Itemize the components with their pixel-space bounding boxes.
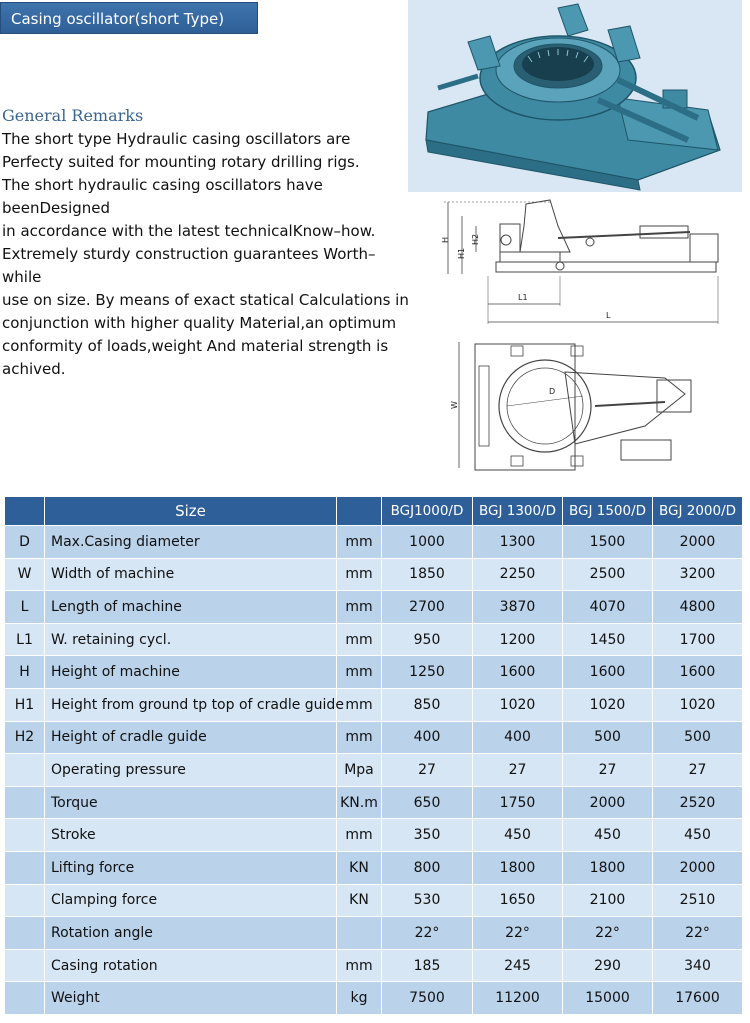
row-value: 400 [382, 721, 473, 754]
row-value: 1600 [563, 656, 653, 689]
dim-label-w: W [450, 401, 459, 409]
row-unit: mm [337, 623, 382, 656]
row-symbol [5, 851, 45, 884]
row-value: 800 [382, 851, 473, 884]
table-row [5, 526, 743, 559]
row-value: 27 [653, 754, 743, 787]
row-value: 530 [382, 884, 473, 917]
table-header-row [5, 497, 743, 526]
side-view-drawing [440, 196, 730, 326]
row-value: 1300 [473, 526, 563, 559]
row-value: 185 [382, 949, 473, 982]
row-symbol [5, 982, 45, 1015]
remarks-line: use on size. By means of exact statical Calculations in [2, 291, 409, 309]
row-unit: mm [337, 526, 382, 559]
row-value: 650 [382, 786, 473, 819]
row-value: 1000 [382, 526, 473, 559]
row-value: 340 [653, 949, 743, 982]
row-value: 3870 [473, 591, 563, 624]
row-value: 500 [563, 721, 653, 754]
row-value: 1750 [473, 786, 563, 819]
header-model: BGJ 1300/D [473, 497, 563, 526]
header-model: BGJ 1500/D [563, 497, 653, 526]
row-unit [337, 917, 382, 950]
row-value: 22° [382, 917, 473, 950]
dim-label-l: L [606, 311, 611, 320]
row-value: 245 [473, 949, 563, 982]
row-value: 450 [563, 819, 653, 852]
header-model: BGJ1000/D [382, 497, 473, 526]
row-unit: kg [337, 982, 382, 1015]
row-symbol [5, 819, 45, 852]
row-parameter: Length of machine [45, 591, 337, 624]
row-unit: Mpa [337, 754, 382, 787]
row-value: 1020 [473, 688, 563, 721]
table-row [5, 884, 743, 917]
row-value: 11200 [473, 982, 563, 1015]
row-parameter: Height of cradle guide [45, 721, 337, 754]
row-value: 22° [563, 917, 653, 950]
row-symbol [5, 884, 45, 917]
row-value: 27 [563, 754, 653, 787]
remarks-line: in accordance with the latest technicalKnow–how. [2, 222, 376, 240]
row-value: 290 [563, 949, 653, 982]
row-value: 2500 [563, 558, 653, 591]
row-value: 17600 [653, 982, 743, 1015]
row-unit: mm [337, 656, 382, 689]
dim-label-d: D [549, 387, 556, 396]
remarks-line: beenDesigned [2, 199, 111, 217]
row-unit: KN.m [337, 786, 382, 819]
row-parameter: Weight [45, 982, 337, 1015]
row-parameter: Clamping force [45, 884, 337, 917]
header-size: Size [45, 497, 337, 526]
row-value: 3200 [653, 558, 743, 591]
casing-oscillator-illustration [408, 0, 742, 192]
remarks-line: Extremely sturdy construction guarantees Worth– [2, 245, 376, 263]
row-value: 450 [653, 819, 743, 852]
row-value: 27 [382, 754, 473, 787]
row-value: 1500 [563, 526, 653, 559]
row-symbol: D [5, 526, 45, 559]
header-model: BGJ 2000/D [653, 497, 743, 526]
row-value: 1850 [382, 558, 473, 591]
row-value: 2000 [563, 786, 653, 819]
table-row [5, 949, 743, 982]
machine-photo [408, 0, 742, 192]
table-row [5, 754, 743, 787]
row-parameter: Operating pressure [45, 754, 337, 787]
dim-label-l1: L1 [518, 293, 528, 302]
row-unit: KN [337, 884, 382, 917]
dim-label-h1: H1 [457, 247, 466, 259]
table-row [5, 819, 743, 852]
table-row [5, 786, 743, 819]
row-value: 27 [473, 754, 563, 787]
row-value: 2000 [653, 526, 743, 559]
row-symbol [5, 786, 45, 819]
row-value: 4800 [653, 591, 743, 624]
row-symbol: L [5, 591, 45, 624]
row-value: 1600 [653, 656, 743, 689]
table-row [5, 558, 743, 591]
row-value: 400 [473, 721, 563, 754]
remarks-line: conformity of loads,weight And material strength is [2, 337, 389, 355]
row-symbol: H2 [5, 721, 45, 754]
row-parameter: Height of machine [45, 656, 337, 689]
specifications-table [4, 496, 743, 1015]
row-value: 1800 [563, 851, 653, 884]
top-view-drawing [445, 336, 730, 474]
row-parameter: Lifting force [45, 851, 337, 884]
table-row [5, 721, 743, 754]
row-value: 950 [382, 623, 473, 656]
row-unit: mm [337, 688, 382, 721]
row-value: 2700 [382, 591, 473, 624]
row-value: 22° [653, 917, 743, 950]
table-row [5, 917, 743, 950]
row-parameter: Rotation angle [45, 917, 337, 950]
remarks-body [2, 128, 412, 381]
row-symbol [5, 754, 45, 787]
row-value: 500 [653, 721, 743, 754]
table-row [5, 688, 743, 721]
row-value: 1200 [473, 623, 563, 656]
row-parameter: Stroke [45, 819, 337, 852]
row-parameter: W. retaining cycl. [45, 623, 337, 656]
row-parameter: Width of machine [45, 558, 337, 591]
row-value: 4070 [563, 591, 653, 624]
remarks-line: The short hydraulic casing oscillators have [2, 176, 323, 194]
row-value: 15000 [563, 982, 653, 1015]
page-title: Casing oscillator(short Type) [0, 2, 258, 34]
row-value: 2100 [563, 884, 653, 917]
dim-label-h: H [441, 236, 450, 243]
row-unit: mm [337, 949, 382, 982]
row-symbol [5, 917, 45, 950]
row-value: 7500 [382, 982, 473, 1015]
remarks-line: conjunction with higher quality Material,an optimum [2, 314, 397, 332]
row-symbol [5, 949, 45, 982]
header-unit [337, 497, 382, 526]
row-value: 1650 [473, 884, 563, 917]
row-parameter: Casing rotation [45, 949, 337, 982]
dim-label-h2: H2 [471, 233, 480, 245]
row-symbol: H1 [5, 688, 45, 721]
row-symbol: L1 [5, 623, 45, 656]
row-value: 1450 [563, 623, 653, 656]
row-parameter: Height from ground tp top of cradle guide [45, 688, 337, 721]
row-value: 1600 [473, 656, 563, 689]
row-unit: mm [337, 819, 382, 852]
row-value: 1020 [653, 688, 743, 721]
row-value: 2520 [653, 786, 743, 819]
row-unit: mm [337, 721, 382, 754]
row-value: 2000 [653, 851, 743, 884]
row-unit: KN [337, 851, 382, 884]
row-symbol: W [5, 558, 45, 591]
row-value: 1020 [563, 688, 653, 721]
header-symbol [5, 497, 45, 526]
row-value: 450 [473, 819, 563, 852]
remarks-line: achived. [2, 360, 66, 378]
row-value: 2510 [653, 884, 743, 917]
remarks-line: The short type Hydraulic casing oscillators are [2, 130, 351, 148]
row-value: 850 [382, 688, 473, 721]
row-value: 1700 [653, 623, 743, 656]
table-row [5, 623, 743, 656]
row-value: 2250 [473, 558, 563, 591]
row-unit: mm [337, 558, 382, 591]
row-value: 350 [382, 819, 473, 852]
table-row [5, 851, 743, 884]
row-value: 22° [473, 917, 563, 950]
table-row [5, 591, 743, 624]
row-parameter: Max.Casing diameter [45, 526, 337, 559]
row-value: 1800 [473, 851, 563, 884]
row-value: 1250 [382, 656, 473, 689]
remarks-line: while [2, 268, 42, 286]
remarks-heading: General Remarks [2, 106, 144, 125]
row-parameter: Torque [45, 786, 337, 819]
table-row [5, 982, 743, 1015]
table-row [5, 656, 743, 689]
remarks-line: Perfecty suited for mounting rotary drilling rigs. [2, 153, 360, 171]
row-unit: mm [337, 591, 382, 624]
row-symbol: H [5, 656, 45, 689]
